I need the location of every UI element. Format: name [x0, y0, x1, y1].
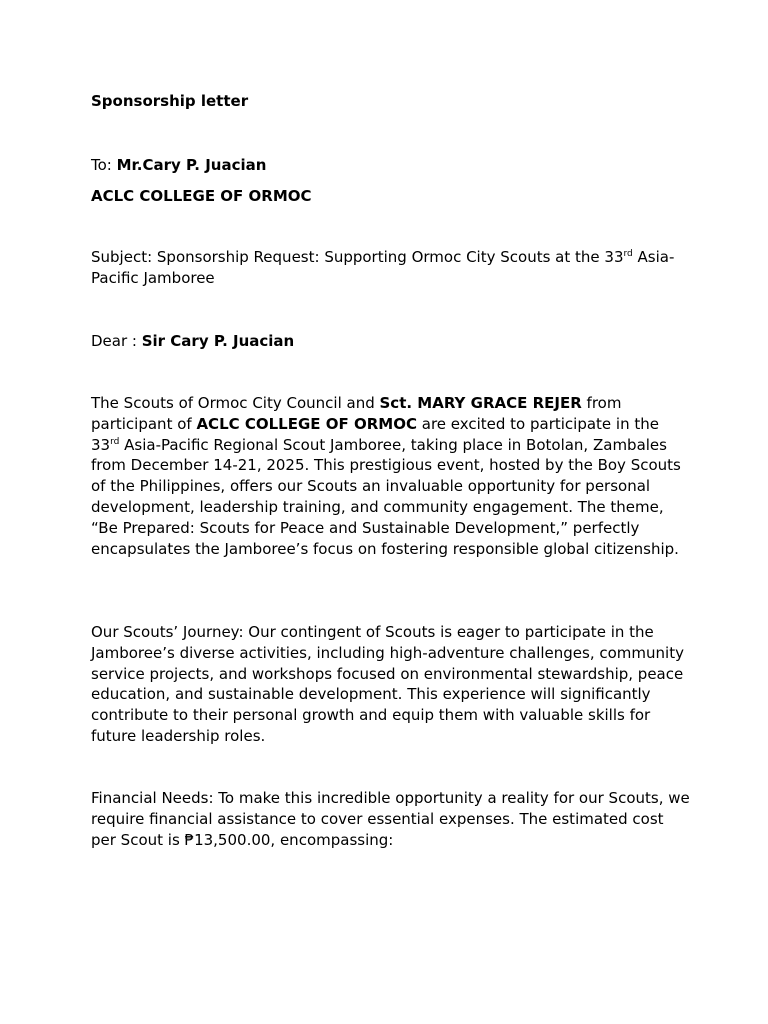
subject-superscript: rd — [623, 249, 633, 259]
salutation-name: Sir Cary P. Juacian — [141, 332, 295, 350]
intro-text-a: The Scouts of Ormoc City Council and — [91, 394, 380, 412]
paragraph-journey — [91, 622, 691, 747]
letter-title-text: Sponsorship letter — [91, 92, 249, 110]
financial-text: Financial Needs: To make this incredible opportunity a reality for our Scouts, we require financial assistance to cover essential expenses. The estimated cost per Scout is ₱13,500.00, encompassing: — [91, 789, 690, 849]
institution-name: ACLC COLLEGE OF ORMOC — [91, 187, 312, 205]
institution-line — [91, 186, 312, 206]
letter-title — [91, 91, 248, 111]
intro-text-f: Asia-Pacific Regional Scout Jamboree, taking place in Botolan, Zambales from December 14-21, 2025. This prestigious event, hosted by the Boy Scouts of the Philippines, offers our Scouts an invaluable opportunity for personal development, leadership training, and community engagement. The theme, “Be Prepared: Scouts for Peace and Sustainable Development,” perfectly encapsulates the Jamboree’s focus on fostering responsible global citizenship. — [91, 435, 681, 558]
to-label: To: — [91, 156, 117, 174]
intro-text-e: are excited to participate in the 33 — [91, 414, 659, 454]
intro-superscript: rd — [110, 436, 120, 447]
paragraph-intro — [91, 393, 691, 559]
school-name: ACLC COLLEGE OF ORMOC — [196, 414, 417, 433]
subject-tail: Asia-Pacific Jamboree — [91, 248, 675, 287]
salutation-line — [91, 331, 294, 351]
subject-text: Subject: Sponsorship Request: Supporting Ormoc City Scouts at the 33 — [91, 248, 624, 266]
scout-name: Sct. MARY GRACE REJER — [379, 394, 582, 412]
recipient-name: Mr.Cary P. Juacian — [116, 156, 267, 174]
recipient-line — [91, 155, 266, 175]
dear-label: Dear : — [91, 332, 142, 350]
paragraph-financial — [91, 788, 691, 850]
subject-line — [91, 247, 691, 289]
intro-text-c: from participant of — [91, 394, 622, 433]
journey-text: Our Scouts’ Journey: Our contingent of Scouts is eager to participate in the Jamboree’s diverse activities, including high-adventure challenges, community service projects, and workshops focused on environmental stewardship, peace education, and sustainable development. This experience will significantly contribute to their personal growth and equip them with valuable skills for future leadership roles. — [91, 623, 684, 745]
